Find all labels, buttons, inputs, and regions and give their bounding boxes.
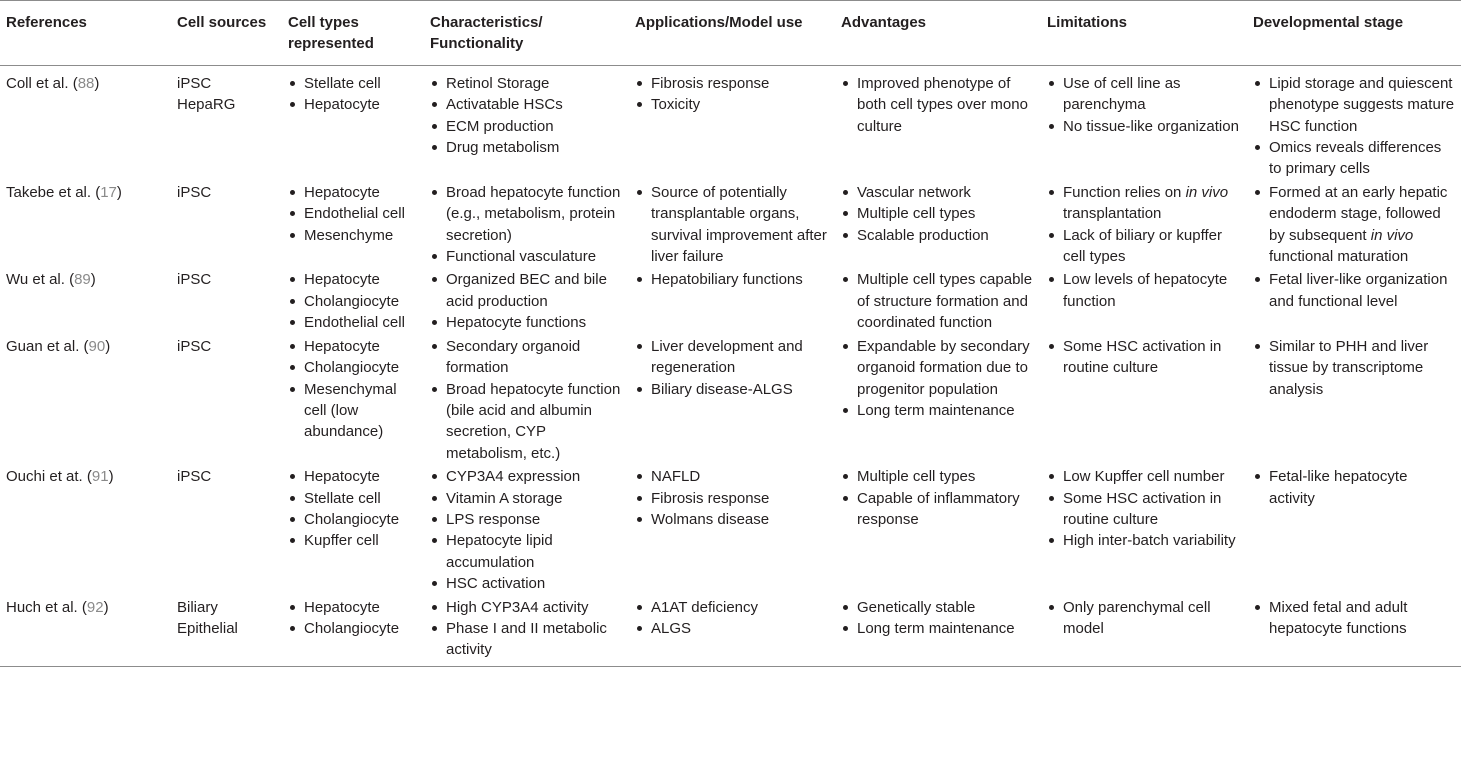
text-run: Function relies on [1063,183,1186,201]
cell-types [282,267,424,333]
reference-close: ) [108,468,114,486]
list-item: Fetal liver-like organization and functional level [1253,269,1455,312]
cell-source: iPSC [177,74,212,92]
cell-types [282,464,424,594]
list-item: Stellate cell [288,73,418,94]
table-row [0,180,1461,268]
reference-author: Wu et al. ( [6,271,75,289]
header-cell-sources: Cell sources [171,1,282,66]
list-item: ECM production [430,116,623,137]
list-item: Genetically stable [841,597,1035,618]
developmental-stage [1247,334,1461,464]
list-item: Mesenchyme [288,225,418,246]
text-run: Formed at an early hepatic endoderm stage, followed by subsequent [1269,183,1448,244]
list-item: Multiple cell types [841,203,1035,224]
list-item: Only parenchymal cell model [1047,597,1241,640]
reference-cell [0,65,171,180]
list-item: LPS response [430,509,623,530]
limitations [1041,180,1247,268]
list-item: Some HSC activation in routine culture [1047,336,1241,379]
list-item: Multiple cell types capable of structure formation and coordinated function [841,269,1035,333]
table-row [0,65,1461,180]
list-item: Hepatocyte [288,597,418,618]
list-item: Mixed fetal and adult hepatocyte functions [1253,597,1455,640]
reference-close: ) [116,183,122,201]
characteristics [424,595,629,667]
characteristics [424,464,629,594]
text-run: transplantation [1063,205,1162,223]
list-item: Multiple cell types [841,466,1035,487]
table-row [0,464,1461,594]
reference-link[interactable]: 88 [77,74,95,92]
list-item: High inter-batch variability [1047,530,1241,551]
list-item: Vascular network [841,182,1035,203]
list-item: Hepatocyte functions [430,312,623,333]
characteristics [424,180,629,268]
list-item [1253,182,1455,268]
reference-author: Coll et al. ( [6,74,78,92]
list-item: Scalable production [841,225,1035,246]
applications [629,464,835,594]
list-item: Drug metabolism [430,137,623,158]
italic-text: in vivo [1185,183,1229,201]
header-applications: Applications/Model use [629,1,835,66]
reference-author: Huch et al. ( [6,598,87,616]
advantages [835,464,1041,594]
list-item: Similar to PHH and liver tissue by transcriptome analysis [1253,336,1455,400]
reference-cell [0,334,171,464]
italic-text: in vivo [1370,226,1414,244]
list-item: Endothelial cell [288,312,418,333]
header-advantages: Advantages [835,1,1041,66]
list-item: Low Kupffer cell number [1047,466,1241,487]
list-item: Broad hepatocyte function (e.g., metabolism, protein secretion) [430,182,623,246]
cell-source: iPSC [177,337,212,355]
header-characteristics: Characteristics/ Functionality [424,1,629,66]
list-item: Hepatocyte [288,336,418,357]
list-item: Use of cell line as parenchyma [1047,73,1241,116]
list-item: Fibrosis response [635,73,829,94]
reference-link[interactable]: 17 [100,183,117,201]
advantages [835,180,1041,268]
list-item: Lack of biliary or kupffer cell types [1047,225,1241,268]
characteristics [424,334,629,464]
cell-source: HepaRG [177,96,236,114]
reference-author: Guan et al. ( [6,337,89,355]
applications [629,65,835,180]
list-item: Lipid storage and quiescent phenotype suggests mature HSC function [1253,73,1455,137]
list-item: Biliary disease-ALGS [635,379,829,400]
reference-cell [0,267,171,333]
list-item: Expandable by secondary organoid formation due to progenitor population [841,336,1035,400]
list-item: No tissue-like organization [1047,116,1241,137]
list-item: A1AT deficiency [635,597,829,618]
list-item: Stellate cell [288,488,418,509]
developmental-stage [1247,464,1461,594]
list-item [1047,182,1241,225]
cell-sources [171,334,282,464]
list-item: Activatable HSCs [430,94,623,115]
cell-sources [171,65,282,180]
cell-sources [171,267,282,333]
list-item: Hepatocyte [288,466,418,487]
list-item: Hepatocyte [288,94,418,115]
cell-source: Epithelial [177,619,238,637]
applications [629,334,835,464]
list-item: Phase I and II metabolic activity [430,618,623,661]
list-item: Mesenchymal cell (low abundance) [288,379,418,443]
cell-types [282,180,424,268]
limitations [1041,65,1247,180]
list-item: Some HSC activation in routine culture [1047,488,1241,531]
list-item: Toxicity [635,94,829,115]
text-run: functional maturation [1269,248,1409,266]
list-item: Retinol Storage [430,73,623,94]
developmental-stage [1247,180,1461,268]
list-item: Functional vasculature [430,246,623,267]
advantages [835,595,1041,667]
list-item: Omics reveals differences to primary cells [1253,137,1455,180]
list-item: Improved phenotype of both cell types over mono culture [841,73,1035,137]
header-row [0,1,1461,66]
list-item: Cholangiocyte [288,618,418,639]
list-item: Fibrosis response [635,488,829,509]
list-item: ALGS [635,618,829,639]
advantages [835,267,1041,333]
list-item: Cholangiocyte [288,357,418,378]
cell-sources [171,464,282,594]
header-references: References [0,1,171,66]
limitations [1041,334,1247,464]
list-item: Source of potentially transplantable organs, survival improvement after liver failure [635,182,829,268]
list-item: Broad hepatocyte function (bile acid and albumin secretion, CYP metabolism, etc.) [430,379,623,465]
applications [629,267,835,333]
list-item: Endothelial cell [288,203,418,224]
table-row [0,267,1461,333]
list-item: Long term maintenance [841,618,1035,639]
limitations [1041,464,1247,594]
list-item: Hepatocyte lipid accumulation [430,530,623,573]
reference-close: ) [105,337,111,355]
cell-source: iPSC [177,271,212,289]
list-item: Secondary organoid formation [430,336,623,379]
cell-types [282,65,424,180]
characteristics [424,267,629,333]
reference-link[interactable]: 90 [88,337,106,355]
reference-link[interactable]: 92 [86,598,104,616]
list-item: Capable of inflammatory response [841,488,1035,531]
cell-source: iPSC [177,183,212,201]
reference-close: ) [103,598,109,616]
cell-sources [171,180,282,268]
list-item: Hepatobiliary functions [635,269,829,290]
reference-author: Ouchi et at. ( [6,468,92,486]
list-item: Long term maintenance [841,400,1035,421]
list-item: Wolmans disease [635,509,829,530]
reference-link[interactable]: 91 [91,468,109,486]
reference-cell [0,595,171,667]
cell-types [282,334,424,464]
list-item: Organized BEC and bile acid production [430,269,623,312]
list-item: Vitamin A storage [430,488,623,509]
cell-source: Biliary [177,598,218,616]
reference-close: ) [90,271,96,289]
list-item: NAFLD [635,466,829,487]
header-developmental-stage: Developmental stage [1247,1,1461,66]
cell-types [282,595,424,667]
table-row [0,595,1461,667]
list-item: Cholangiocyte [288,291,418,312]
list-item: CYP3A4 expression [430,466,623,487]
cell-source: iPSC [177,468,212,486]
reference-cell [0,464,171,594]
reference-link[interactable]: 89 [74,271,91,289]
reference-close: ) [94,74,100,92]
limitations [1041,595,1247,667]
limitations [1041,267,1247,333]
cell-sources [171,595,282,667]
advantages [835,65,1041,180]
developmental-stage [1247,65,1461,180]
list-item: Low levels of hepatocyte function [1047,269,1241,312]
applications [629,595,835,667]
developmental-stage [1247,267,1461,333]
header-limitations: Limitations [1041,1,1247,66]
table-row [0,334,1461,464]
list-item: Cholangiocyte [288,509,418,530]
reference-author: Takebe et al. ( [6,183,101,201]
characteristics [424,65,629,180]
developmental-stage [1247,595,1461,667]
list-item: Liver development and regeneration [635,336,829,379]
list-item: Hepatocyte [288,269,418,290]
applications [629,180,835,268]
list-item: HSC activation [430,573,623,594]
advantages [835,334,1041,464]
list-item: Kupffer cell [288,530,418,551]
reference-cell [0,180,171,268]
list-item: High CYP3A4 activity [430,597,623,618]
list-item: Fetal-like hepatocyte activity [1253,466,1455,509]
list-item: Hepatocyte [288,182,418,203]
header-cell-types: Cell types represented [282,1,424,66]
